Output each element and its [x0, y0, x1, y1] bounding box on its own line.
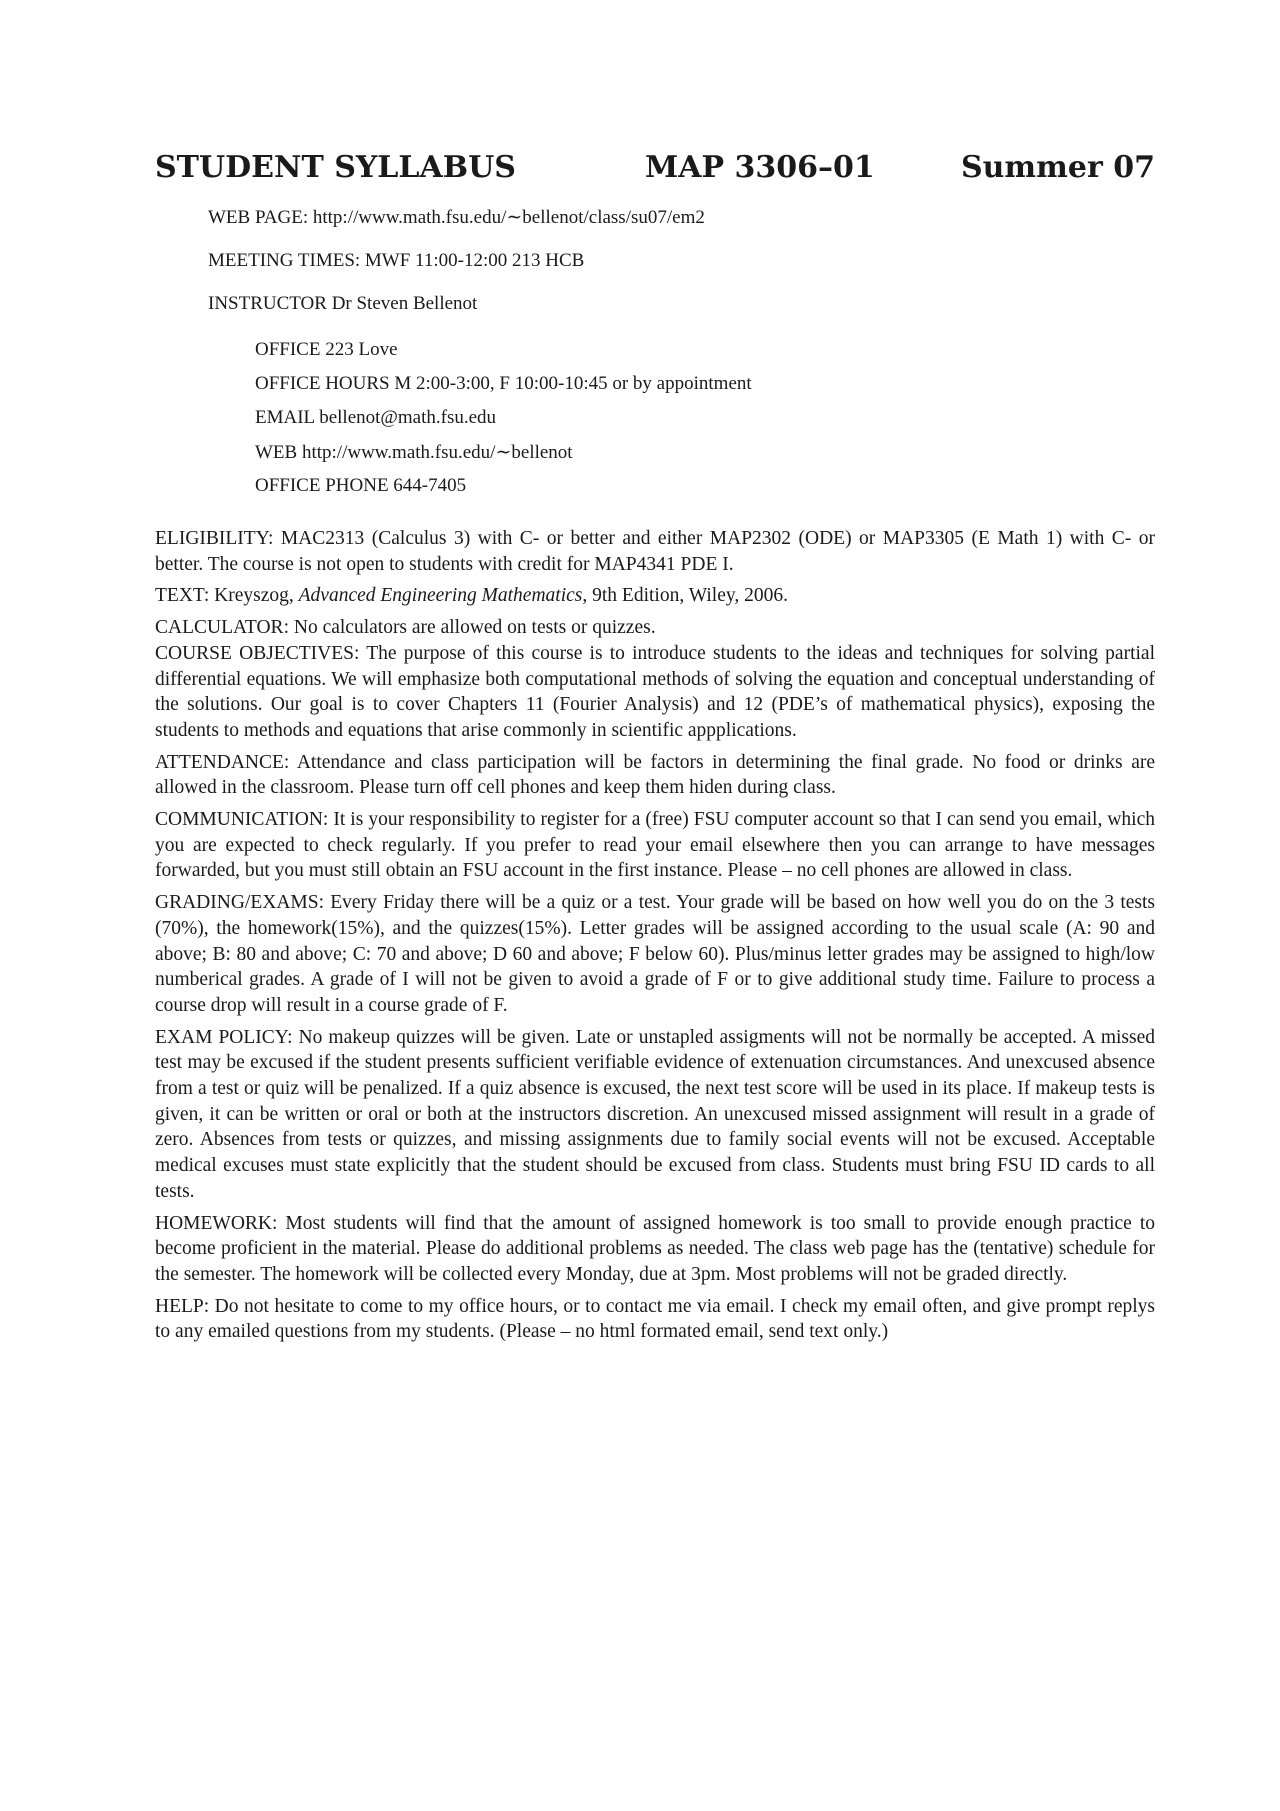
homework-paragraph: HOMEWORK: Most students will find that the amount of assigned homework is too small to provide enough practice to become proficient in the material. Please do additional problems as needed. The class web page has the (tentative) schedule for the semester. The homework will be collected every Monday, due at 3pm. Most problems will not be graded directly. [155, 1212, 1155, 1285]
attendance-paragraph: ATTENDANCE: Attendance and class participation will be factors in determining the final grade. No food or drinks are allowed in the classroom. Please turn off cell phones and keep them hiden during class. [155, 751, 1155, 799]
eligibility-paragraph: ELIGIBILITY: MAC2313 (Calculus 3) with C- or better and either MAP2302 (ODE) or MAP3305 (E Math 1) with C- or better. The course is not open to students with credit for MAP4341 PDE I. [155, 528, 1155, 575]
help-paragraph: HELP: Do not hesitate to come to my office hours, or to contact me via email. I check my email often, and give prompt replys to any emailed questions from my students. (Please – no html formated email, send text only.) [155, 1295, 1155, 1343]
web-page-line: WEB PAGE: http://www.math.fsu.edu/∼bellenot/class/su07/em2 [208, 207, 705, 228]
web-line: WEB http://www.math.fsu.edu/∼bellenot [255, 442, 573, 463]
office-hours-line: OFFICE HOURS M 2:00-3:00, F 10:00-10:45 or by appointment [255, 373, 752, 394]
term: Summer 07 [960, 150, 1155, 185]
text-suffix: , 9th Edition, Wiley, 2006. [582, 585, 788, 607]
syllabus-body [155, 526, 1155, 1351]
text-prefix: TEXT: Kreyszog, [155, 585, 299, 607]
textbook-title: Advanced Engineering Mathematics [298, 585, 583, 607]
communication-paragraph: COMMUNICATION: It is your responsibility to register for a (free) FSU computer account so that I can send you email, which you are expected to check regularly. If you prefer to read your email elsewhere then you can arrange to have messages forwarded, but you must still obtain an FSU account in the first instance. Please – no cell phones are allowed in class. [155, 809, 1155, 882]
office-phone-line: OFFICE PHONE 644-7405 [255, 475, 467, 496]
syllabus-header [155, 148, 1155, 188]
meeting-times-line: MEETING TIMES: MWF 11:00-12:00 213 HCB [208, 250, 585, 271]
objectives-paragraph: COURSE OBJECTIVES: The purpose of this course is to introduce students to the ideas and techniques for solving partial differential equations. We will emphasize both computational methods of solving the equation and conceptual understanding of the solutions. Our goal is to cover Chapters 11 (Fourier Analysis) and 12 (PDE’s of mathematical physics), exposing the students to methods and equations that arise commonly in scientific appplications. [155, 642, 1155, 741]
text-paragraph [155, 583, 1155, 609]
calculator-paragraph: CALCULATOR: No calculators are allowed on tests or quizzes. [155, 617, 656, 639]
instructor-line: INSTRUCTOR Dr Steven Bellenot [208, 293, 478, 314]
office-line: OFFICE 223 Love [255, 339, 398, 360]
grading-paragraph: GRADING/EXAMS: Every Friday there will be a quiz or a test. Your grade will be based on how well you do on the 3 tests (70%), the homework(15%), and the quizzes(15%). Letter grades will be assigned according to the usual scale (A: 90 and above; B: 80 and above; C: 70 and above; D 60 and above; F below 60). Plus/minus letter grades may be assigned to high/low numberical grades. A grade of I will not be given to avoid a grade of F or to give additional study time. Failure to process a course drop will result in a course grade of F. [155, 892, 1155, 1016]
document-title: STUDENT SYLLABUS [155, 150, 516, 185]
exam-policy-paragraph: EXAM POLICY: No makeup quizzes will be given. Late or unstapled assigments will not be normally be accepted. A missed test may be excused if the student presents sufficient verifiable evidence of extenuation circumstances. And unexcused absence from a test or quiz will be penalized. If a quiz absence is excused, the next test score will be used in its place. If makeup tests is given, it can be written or oral or both at the instructors discretion. An unexcused missed assignment will result in a grade of zero. Absences from tests or quizzes, and missing assignments due to family social events will not be excused. Acceptable medical excuses must state explicitly that the student should be excused from class. Students must bring FSU ID cards to all tests. [155, 1026, 1155, 1202]
course-code: MAP 3306–01 [645, 150, 875, 185]
email-line: EMAIL bellenot@math.fsu.edu [255, 407, 497, 428]
